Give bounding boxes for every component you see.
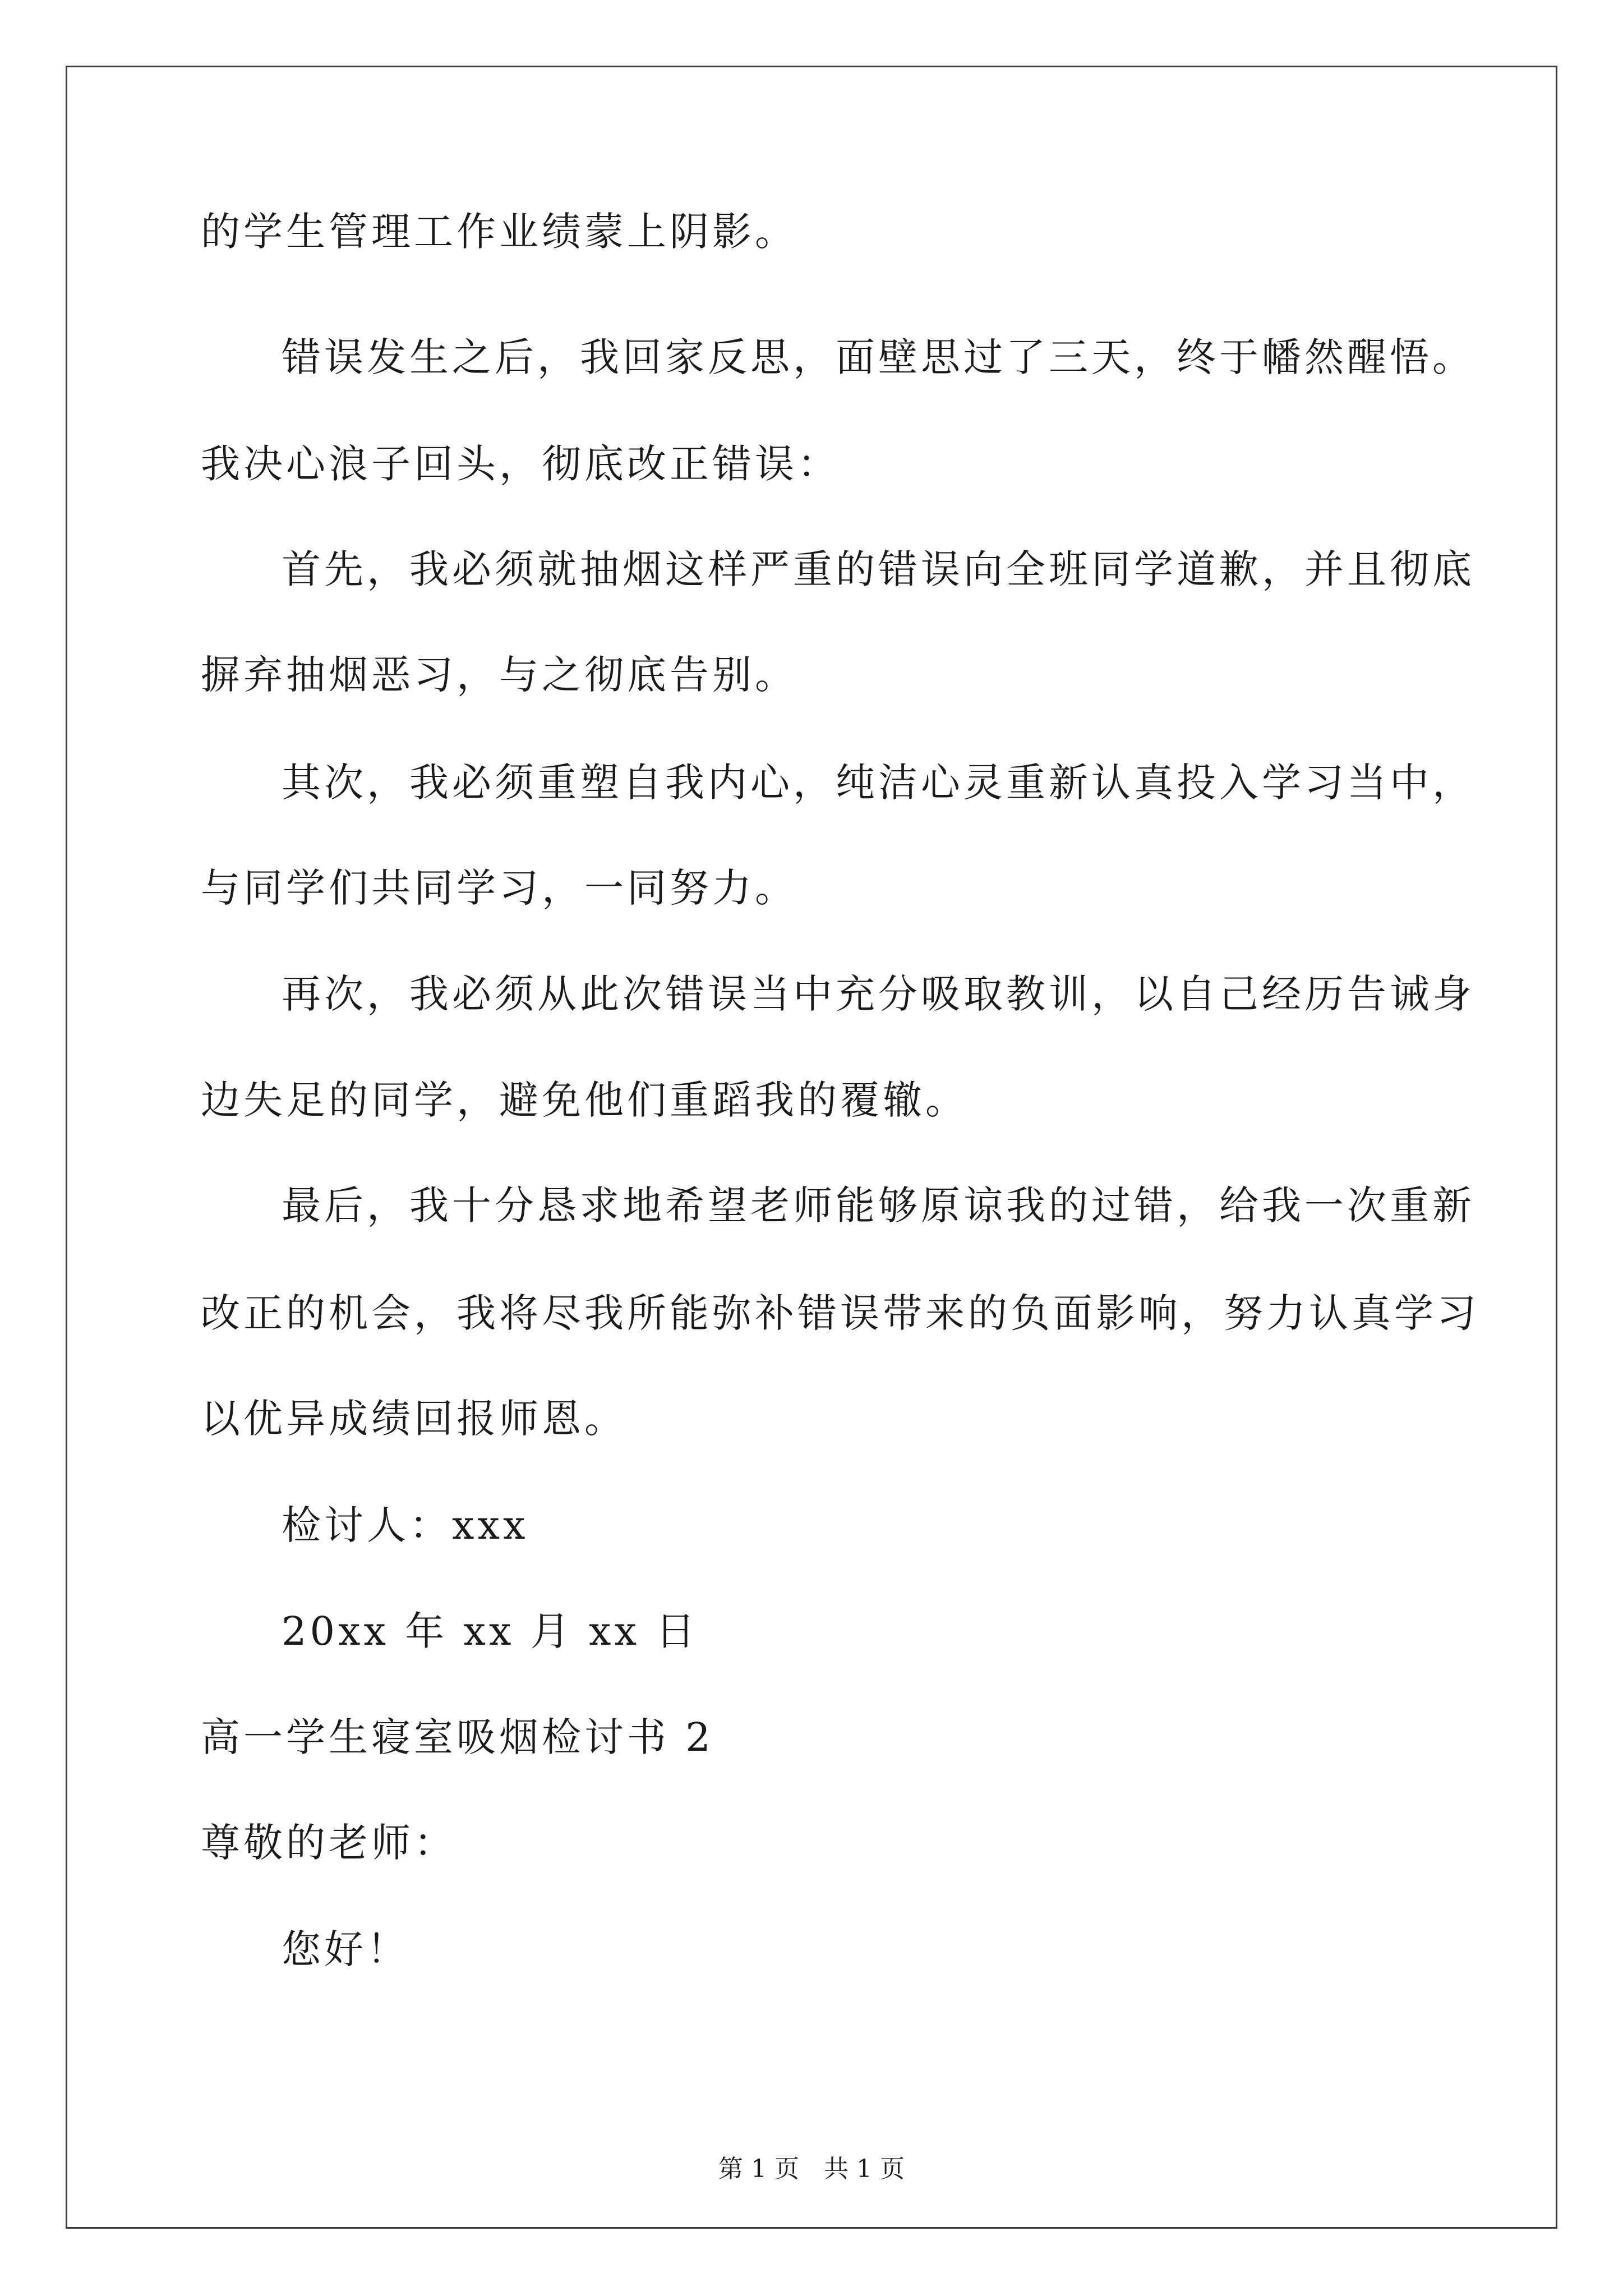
section-title: 高一学生寝室吸烟检讨书 2 xyxy=(201,1714,714,1760)
text-line-4: 首先，我必须就抽烟这样严重的错误向全班同学道歉，并且彻底 xyxy=(282,546,1475,592)
text-line-9: 边失足的同学，避免他们重蹈我的覆辙。 xyxy=(201,1077,968,1123)
signature-line: 检讨人：xxx xyxy=(282,1502,529,1548)
text-line-5: 摒弃抽烟恶习，与之彻底告别。 xyxy=(201,652,797,698)
text-line-3: 我决心浪子回头，彻底改正错误： xyxy=(201,441,840,487)
text-line-6: 其次，我必须重塑自我内心，纯洁心灵重新认真投入学习当中， xyxy=(282,760,1475,806)
page-border xyxy=(66,66,1557,2229)
date-line: 20xx 年 xx 月 xx 日 xyxy=(282,1608,699,1654)
text-line-8: 再次，我必须从此次错误当中充分吸取教训，以自己经历告诫身 xyxy=(282,971,1475,1017)
text-line-11: 改正的机会，我将尽我所能弥补错误带来的负面影响，努力认真学习 xyxy=(201,1290,1479,1336)
salutation-line: 尊敬的老师： xyxy=(201,1820,457,1866)
text-line-7: 与同学们共同学习，一同努力。 xyxy=(201,865,797,911)
greeting-line: 您好！ xyxy=(282,1926,409,1972)
page-footer: 第 1 页 共 1 页 xyxy=(718,2155,905,2183)
text-line-12: 以优异成绩回报师恩。 xyxy=(201,1396,627,1442)
text-line-1: 的学生管理工作业绩蒙上阴影。 xyxy=(201,209,797,255)
text-line-10: 最后，我十分恳求地希望老师能够原谅我的过错，给我一次重新 xyxy=(282,1182,1475,1228)
text-line-2: 错误发生之后，我回家反思，面壁思过了三天，终于幡然醒悟。 xyxy=(282,334,1475,380)
